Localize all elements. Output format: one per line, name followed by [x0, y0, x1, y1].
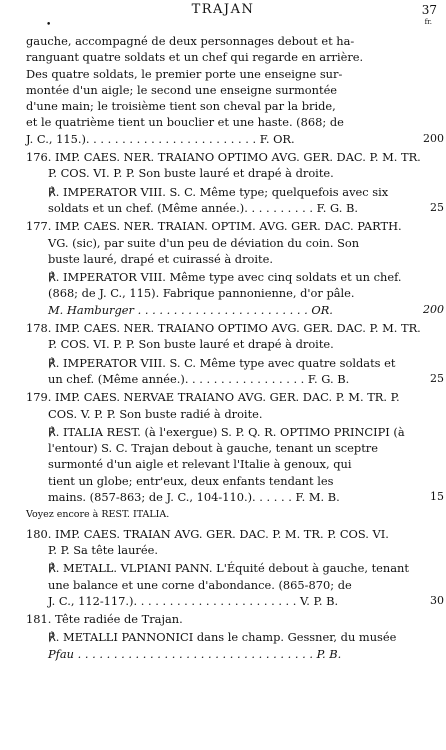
line-text: J. C., 115.). . . . . . . . . . . . . . . . . . . . . . . . F. OR.: [26, 131, 295, 146]
text-line: ℟. IMPERATOR VIII. Même type avec cinq soldats et un chef.: [48, 270, 402, 285]
bullet-mark: •: [46, 20, 52, 30]
price-value: 25: [430, 371, 444, 385]
price-value: 15: [430, 490, 444, 504]
text-line: [26, 371, 444, 387]
text-line: gauche, accompagné de deux personnages debout et ha-: [26, 34, 355, 48]
entry-178: [26, 320, 421, 353]
text-line: ℟. METALL. VLPIANI PANN. L'Équité debout à gauche, tenant: [48, 561, 409, 576]
text-line: Pfau . . . . . . . . . . . . . . . . . . . . . . . . . . . . . . . . . P. B.: [48, 646, 342, 661]
line-text: mains. (857-863; de J. C., 104-110.). . . . . . F. M. B.: [48, 490, 340, 505]
price-value: 25: [430, 200, 444, 214]
text-line: Des quatre soldats, le premier porte une enseigne sur-: [26, 66, 343, 81]
price-value: 30: [430, 593, 444, 607]
text-line: Voyez encore à REST. ITALIA.: [26, 509, 170, 521]
text-line: 178. IMP. CAES. NER. TRAIANO OPTIMO AVG. GER. DAC. P. M. TR.: [26, 321, 421, 336]
text-line: ℟. ITALIA REST. (à l'exergue) S. P. Q. R. OPTIMO PRINCIPI (à: [48, 424, 405, 439]
text-line: tient un globe; entr'eux, deux enfants tendant les: [48, 473, 334, 488]
text-line: 180. IMP. CAES. TRAIAN AVG. GER. DAC. P. M. TR. P. COS. VI.: [26, 526, 389, 541]
reverse-181: [26, 629, 418, 662]
reverse-176: [26, 184, 444, 217]
text-line: buste lauré, drapé et cuirassé à droite.: [48, 251, 273, 266]
text-line: ℟. METALLI PANNONICI dans le champ. Gessner, du musée: [48, 630, 397, 645]
text-line: (868; de J. C., 115). Fabrique pannonienne, d'or pâle.: [48, 286, 355, 301]
text-line: P. COS. VI. P. P. Son buste lauré et drapé à droite.: [48, 166, 334, 181]
text-line: [26, 489, 444, 505]
reverse-179: [26, 424, 444, 505]
text-line: l'entour) S. C. Trajan debout à gauche, tenant un sceptre: [48, 441, 378, 456]
text-line: [26, 302, 444, 318]
line-text: J. C., 112-117.). . . . . . . . . . . . . . . . . . . . . . . V. P. B.: [48, 593, 339, 608]
entry-176: [26, 149, 421, 182]
text-line: une balance et une corne d'abondance. (865-870; de: [48, 577, 352, 592]
text-line: 181. Tête radiée de Trajan.: [26, 612, 183, 627]
reverse-178: [26, 355, 444, 388]
text-line: 179. IMP. CAES. NERVAE TRAIANO AVG. GER. DAC. P. M. TR. P.: [26, 390, 400, 405]
text-line: P. P. Sa tête laurée.: [48, 542, 158, 557]
entry-180: [26, 526, 418, 559]
line-text: un chef. (Même année.). . . . . . . . . . . . . . . . . F. G. B.: [48, 371, 350, 386]
text-line: [26, 131, 444, 147]
text-line: [26, 200, 444, 216]
text-line: P. COS. VI. P. P. Son buste lauré et drapé à droite.: [48, 337, 334, 352]
page-mark: fr.: [424, 18, 432, 26]
running-title: TRAJAN: [191, 2, 255, 17]
text-line: ranguant quatre soldats et un chef qui regarde en arrière.: [26, 50, 364, 65]
price-value: 200: [423, 302, 444, 316]
text-line: VG. (sic), par suite d'un peu de déviation du coin. Son: [48, 235, 360, 250]
page-header: [0, 2, 446, 26]
text-line: et le quatrième tient un bouclier et une haste. (868; de: [26, 115, 344, 130]
entry-continuation: [26, 33, 444, 147]
text-line: COS. V. P. P. Son buste radié à droite.: [48, 406, 263, 421]
catalogue-text: [26, 33, 444, 664]
line-text: soldats et un chef. (Même année.). . . . . . . . . . F. G. B.: [48, 200, 358, 215]
entry-179: [26, 389, 418, 422]
text-line: 176. IMP. CAES. NER. TRAIANO OPTIMO AVG. GER. DAC. P. M. TR.: [26, 150, 421, 165]
price-value: 200: [423, 131, 444, 145]
text-line: d'une main; le troisième tient son cheval par la bride,: [26, 99, 336, 114]
line-text: M. Hamburger . . . . . . . . . . . . . . . . . . . . . . . . OR.: [48, 302, 333, 317]
text-line: 177. IMP. CAES. NER. TRAIAN. OPTIM. AVG. GER. DAC. PARTH.: [26, 219, 402, 234]
entry-181: [26, 611, 418, 627]
entry-177: [26, 218, 418, 267]
page-number: 37: [421, 3, 437, 17]
cross-reference: [26, 507, 418, 523]
text-line: [26, 593, 444, 609]
reverse-180: [26, 560, 444, 609]
reverse-177: [26, 269, 444, 318]
text-line: ℟. IMPERATOR VIII. S. C. Même type; quelquefois avec six: [48, 184, 389, 199]
text-line: ℟. IMPERATOR VIII. S. C. Même type avec quatre soldats et: [48, 355, 396, 370]
text-line: surmonté d'un aigle et relevant l'Italie à genoux, qui: [48, 457, 352, 472]
text-line: montée d'un aigle; le second une enseigne surmontée: [26, 82, 338, 97]
